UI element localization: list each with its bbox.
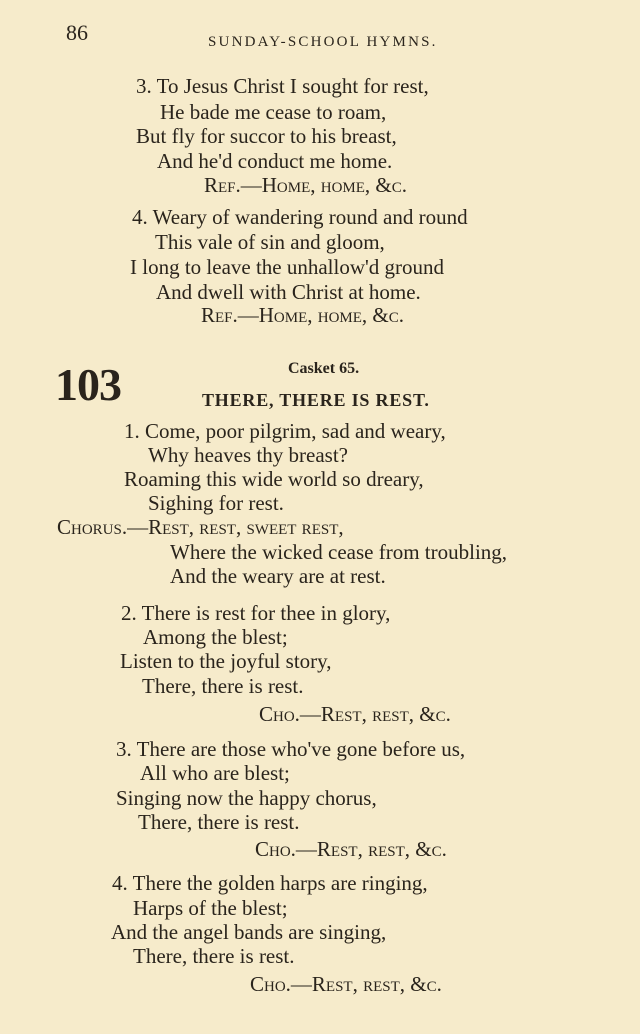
verse-line: There, there is rest. bbox=[133, 944, 295, 968]
verse-line: There, there is rest. bbox=[138, 810, 300, 834]
verse-line: Sighing for rest. bbox=[148, 491, 284, 515]
verse-line: 2. There is rest for thee in glory, bbox=[121, 601, 391, 625]
verse-line: Among the blest; bbox=[143, 625, 288, 649]
verse-line: He bade me cease to roam, bbox=[160, 100, 387, 124]
verse-line: Singing now the happy chorus, bbox=[116, 786, 377, 810]
refrain-line: Ref.—Home, home, &c. bbox=[204, 173, 408, 197]
chorus-line: And the weary are at rest. bbox=[170, 564, 386, 588]
verse-line: And the angel bands are singing, bbox=[111, 920, 387, 944]
verse-line: And dwell with Christ at home. bbox=[156, 280, 421, 304]
hymn-title: THERE, THERE IS REST. bbox=[202, 390, 430, 410]
verse-line: 3. To Jesus Christ I sought for rest, bbox=[136, 74, 429, 98]
verse-line: All who are blest; bbox=[140, 761, 290, 785]
refrain-line: Cho.—Rest, rest, &c. bbox=[250, 972, 442, 996]
verse-line: 4. There the golden harps are ringing, bbox=[112, 871, 428, 895]
page-number: 86 bbox=[66, 20, 88, 45]
running-title: SUNDAY-SCHOOL HYMNS. bbox=[208, 34, 438, 50]
refrain-line: Ref.—Home, home, &c. bbox=[201, 303, 405, 327]
refrain-line: Cho.—Rest, rest, &c. bbox=[259, 702, 451, 726]
refrain-line: Cho.—Rest, rest, &c. bbox=[255, 837, 447, 861]
chorus-line: Chorus.—Rest, rest, sweet rest, bbox=[57, 515, 344, 539]
verse-line: Why heaves thy breast? bbox=[148, 443, 349, 467]
verse-line: But fly for succor to his breast, bbox=[136, 124, 397, 148]
verse-line: Harps of the blest; bbox=[133, 896, 288, 920]
hymn-number: 103 bbox=[55, 359, 121, 410]
verse-line: There, there is rest. bbox=[142, 674, 304, 698]
verse-line: Roaming this wide world so dreary, bbox=[124, 467, 424, 491]
verse-line: 1. Come, poor pilgrim, sad and weary, bbox=[124, 419, 446, 443]
verse-line: Listen to the joyful story, bbox=[120, 649, 332, 673]
verse-line: 4. Weary of wandering round and round bbox=[132, 205, 468, 229]
chorus-line: Where the wicked cease from troubling, bbox=[170, 540, 508, 564]
verse-line: This vale of sin and gloom, bbox=[155, 230, 385, 254]
verse-line: I long to leave the unhallow'd ground bbox=[130, 255, 445, 279]
verse-line: 3. There are those who've gone before us, bbox=[116, 737, 466, 761]
verse-line: And he'd conduct me home. bbox=[157, 149, 393, 173]
tune-reference: Casket 65. bbox=[288, 360, 360, 377]
